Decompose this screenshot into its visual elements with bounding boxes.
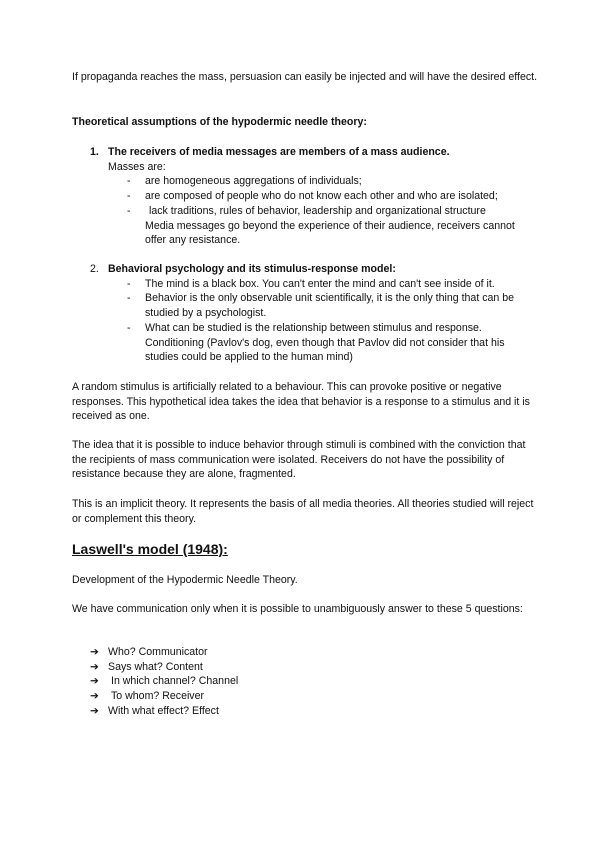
laswell-heading: Laswell's model (1948): xyxy=(72,541,228,557)
laswell-intro: We have communication only when it is possible to unambiguously answer to these 5 questions: xyxy=(72,603,523,615)
assumption-item-2 xyxy=(90,262,528,365)
arrow-icon: ➔ xyxy=(90,704,99,717)
list-item: - What can be studied is the relationship between stimulus and response. Conditioning (Pavlov's dog, even though that Pavlov did not consider that his studies could be applied to the human mind) xyxy=(127,321,505,364)
item-note: Media messages go beyond the experience of their audience, receivers cannot offer any resistance. xyxy=(145,219,515,247)
paragraph: This is an implicit theory. It represents the basis of all media theories. All theories studied will reject or complement this theory. xyxy=(72,498,534,525)
list-number: 2. xyxy=(90,263,99,275)
item-title: Behavioral psychology and its stimulus-response model: xyxy=(108,263,396,275)
list-item: - lack traditions, rules of behavior, leadership and organizational structure xyxy=(127,204,486,217)
arrow-icon: ➔ xyxy=(90,646,99,658)
list-number: 1. xyxy=(90,146,99,158)
item-lead: Masses are: xyxy=(108,160,166,173)
list-item: - are homogeneous aggregations of individuals; xyxy=(127,175,362,188)
list-item: - are composed of people who do not know each other and who are isolated; xyxy=(127,190,498,203)
arrow-icon: ➔ xyxy=(90,690,99,703)
paragraph: A random stimulus is artificially related to a behaviour. This can provoke positive or negative responses. This hypothetical idea takes the idea that behavior is a response to a stimulus and it is received as one. xyxy=(72,381,530,423)
arrow-icon: ➔ xyxy=(90,660,99,673)
assumption-item-1 xyxy=(90,145,528,248)
paragraph: The idea that it is possible to induce behavior through stimuli is combined with the conviction that the recipients of mass communication were isolated. Receivers do not have the possibility of resistance because they are alone, fragmented. xyxy=(72,439,526,481)
intro-paragraph: If propaganda reaches the mass, persuasion can easily be injected and will have the desired effect. xyxy=(72,71,538,83)
list-item: ➔ In which channel? Channel xyxy=(90,675,239,688)
list-item: - The mind is a black box. You can't enter the mind and can't see inside of it. xyxy=(127,277,495,290)
item-title: The receivers of media messages are members of a mass audience. xyxy=(108,146,450,158)
list-item: ➔ With what effect? Effect xyxy=(90,704,219,717)
list-item: ➔ To whom? Receiver xyxy=(90,690,205,703)
list-item: ➔ Who? Communicator xyxy=(90,646,208,658)
laswell-subtitle: Development of the Hypodermic Needle Theory. xyxy=(72,574,298,586)
laswell-questions xyxy=(90,645,578,719)
list-item: - Behavior is the only observable unit scientifically, it is the only thing that can be studied by a psychologist. xyxy=(127,292,515,320)
arrow-icon: ➔ xyxy=(90,675,99,688)
list-item: ➔ Says what? Content xyxy=(90,660,203,673)
assumptions-heading: Theoretical assumptions of the hypodermic needle theory: xyxy=(72,116,367,128)
